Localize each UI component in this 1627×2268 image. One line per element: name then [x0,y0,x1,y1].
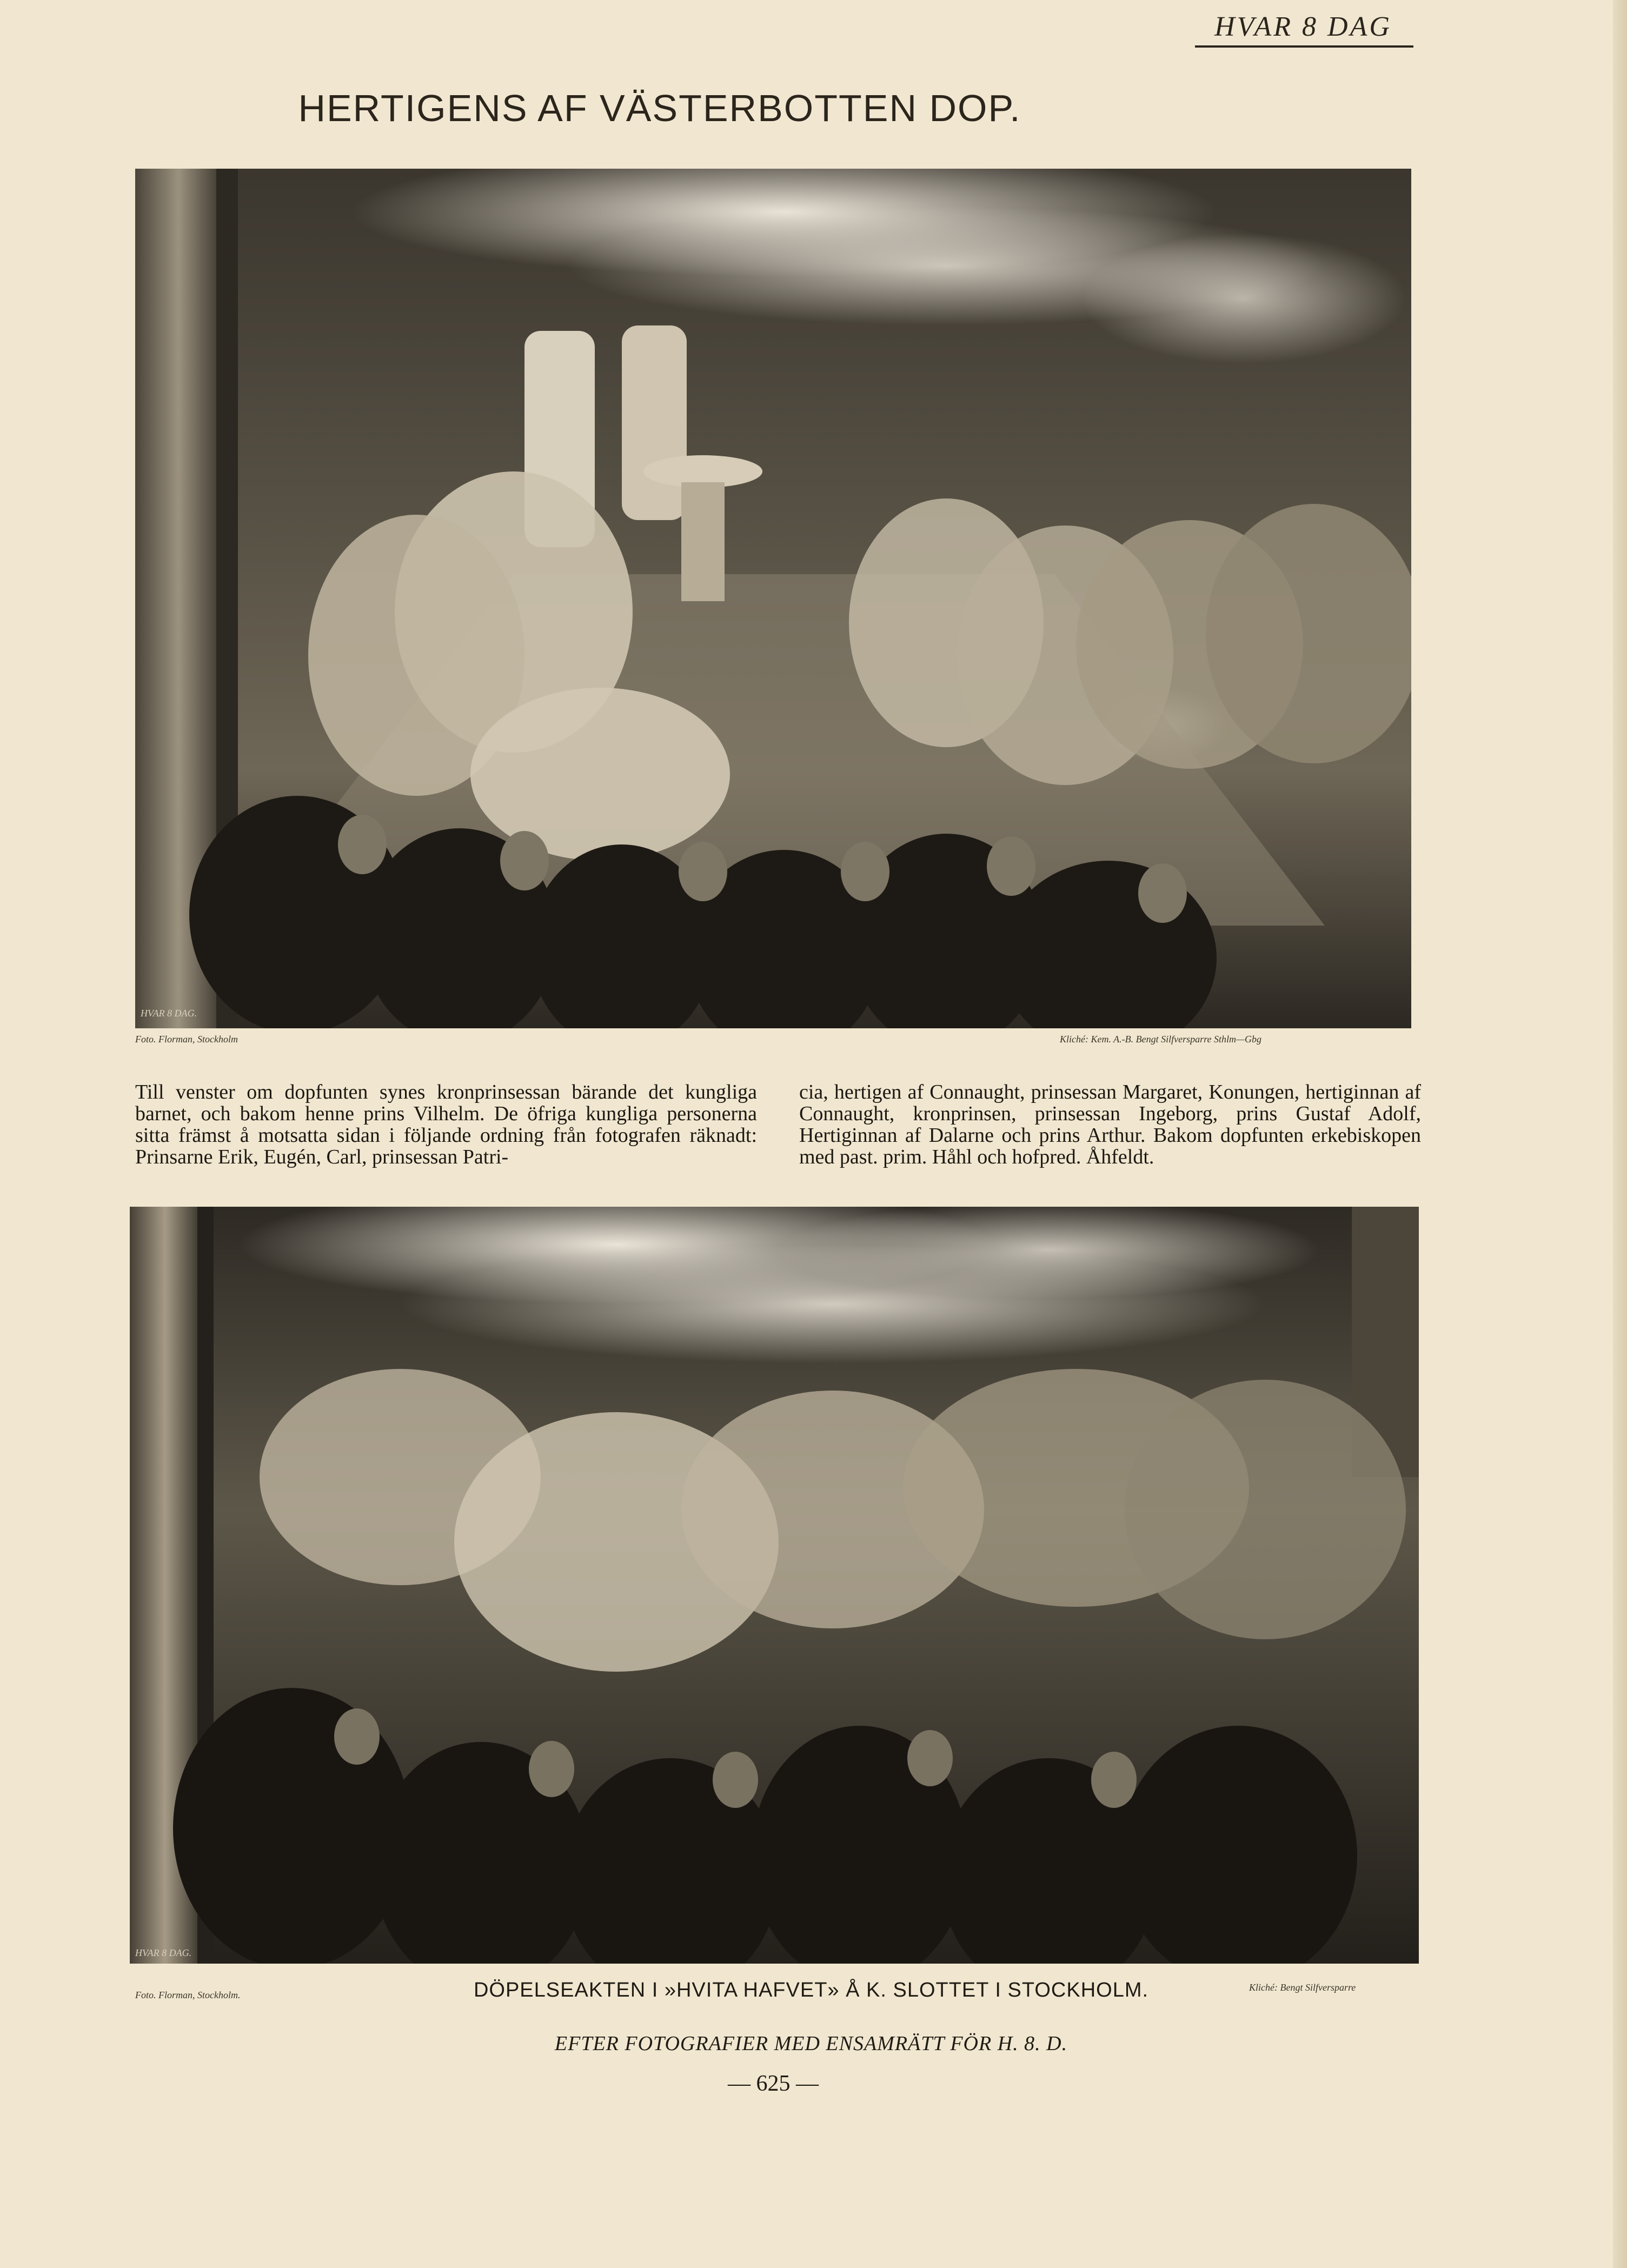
top-photo-watermark: HVAR 8 DAG. [141,1008,197,1019]
ceremony-photo-top-image [135,169,1411,1028]
ceremony-photo-top [135,169,1411,1028]
caption-right-column: cia, hertigen af Connaught, prinsessan Margaret, Konungen, hertiginnan af Connaught, kronprinsen, prinsessan Ingeborg, prins Gustaf Adolf, Hertiginnan af Dalarne och prins Arthur. Bakom dopfunten erkebiskopen med past. prim. Håhl och hofpred. Åhfeldt. [799,1081,1421,1168]
masthead: HVAR 8 DAG [1214,11,1392,42]
bottom-photo-credit: Foto. Florman, Stockholm. [135,1990,241,2000]
photo-rights-credit: EFTER FOTOGRAFIER MED ENSAMRÄTT FÖR H. 8. D. [554,2032,1068,2055]
bottom-cliche-credit: Kliché: Bengt Silfversparre [1249,1982,1356,1993]
bottom-photo-caption: DÖPELSEAKTEN I »HVITA HAFVET» Å K. SLOTTET I STOCKHOLM. [473,1979,1149,2001]
page-edge [1613,0,1627,2268]
page-title: HERTIGENS AF VÄSTERBOTTEN DOP. [298,87,1021,129]
bottom-photo-watermark: HVAR 8 DAG. [135,1947,192,1958]
top-photo-credit: Foto. Florman, Stockholm [135,1034,238,1045]
caption-left-column: Till venster om dopfunten synes kronprinsessan bärande det kungliga barnet, och bakom henne prins Vilhelm. De öfriga kungliga personerna sitta främst å motsatta sidan i följande ordning från fotografen räknadt: Prinsarne Erik, Eugén, Carl, prinsessan Patri- [135,1081,757,1168]
page-number: — 625 — [728,2071,819,2096]
top-cliche-credit: Kliché: Kem. A.-B. Bengt Silfversparre Sthlm—Gbg [1060,1034,1261,1045]
masthead-rule [1195,45,1413,48]
ceremony-photo-bottom [130,1207,1419,1964]
ceremony-photo-bottom-image [130,1207,1419,1964]
